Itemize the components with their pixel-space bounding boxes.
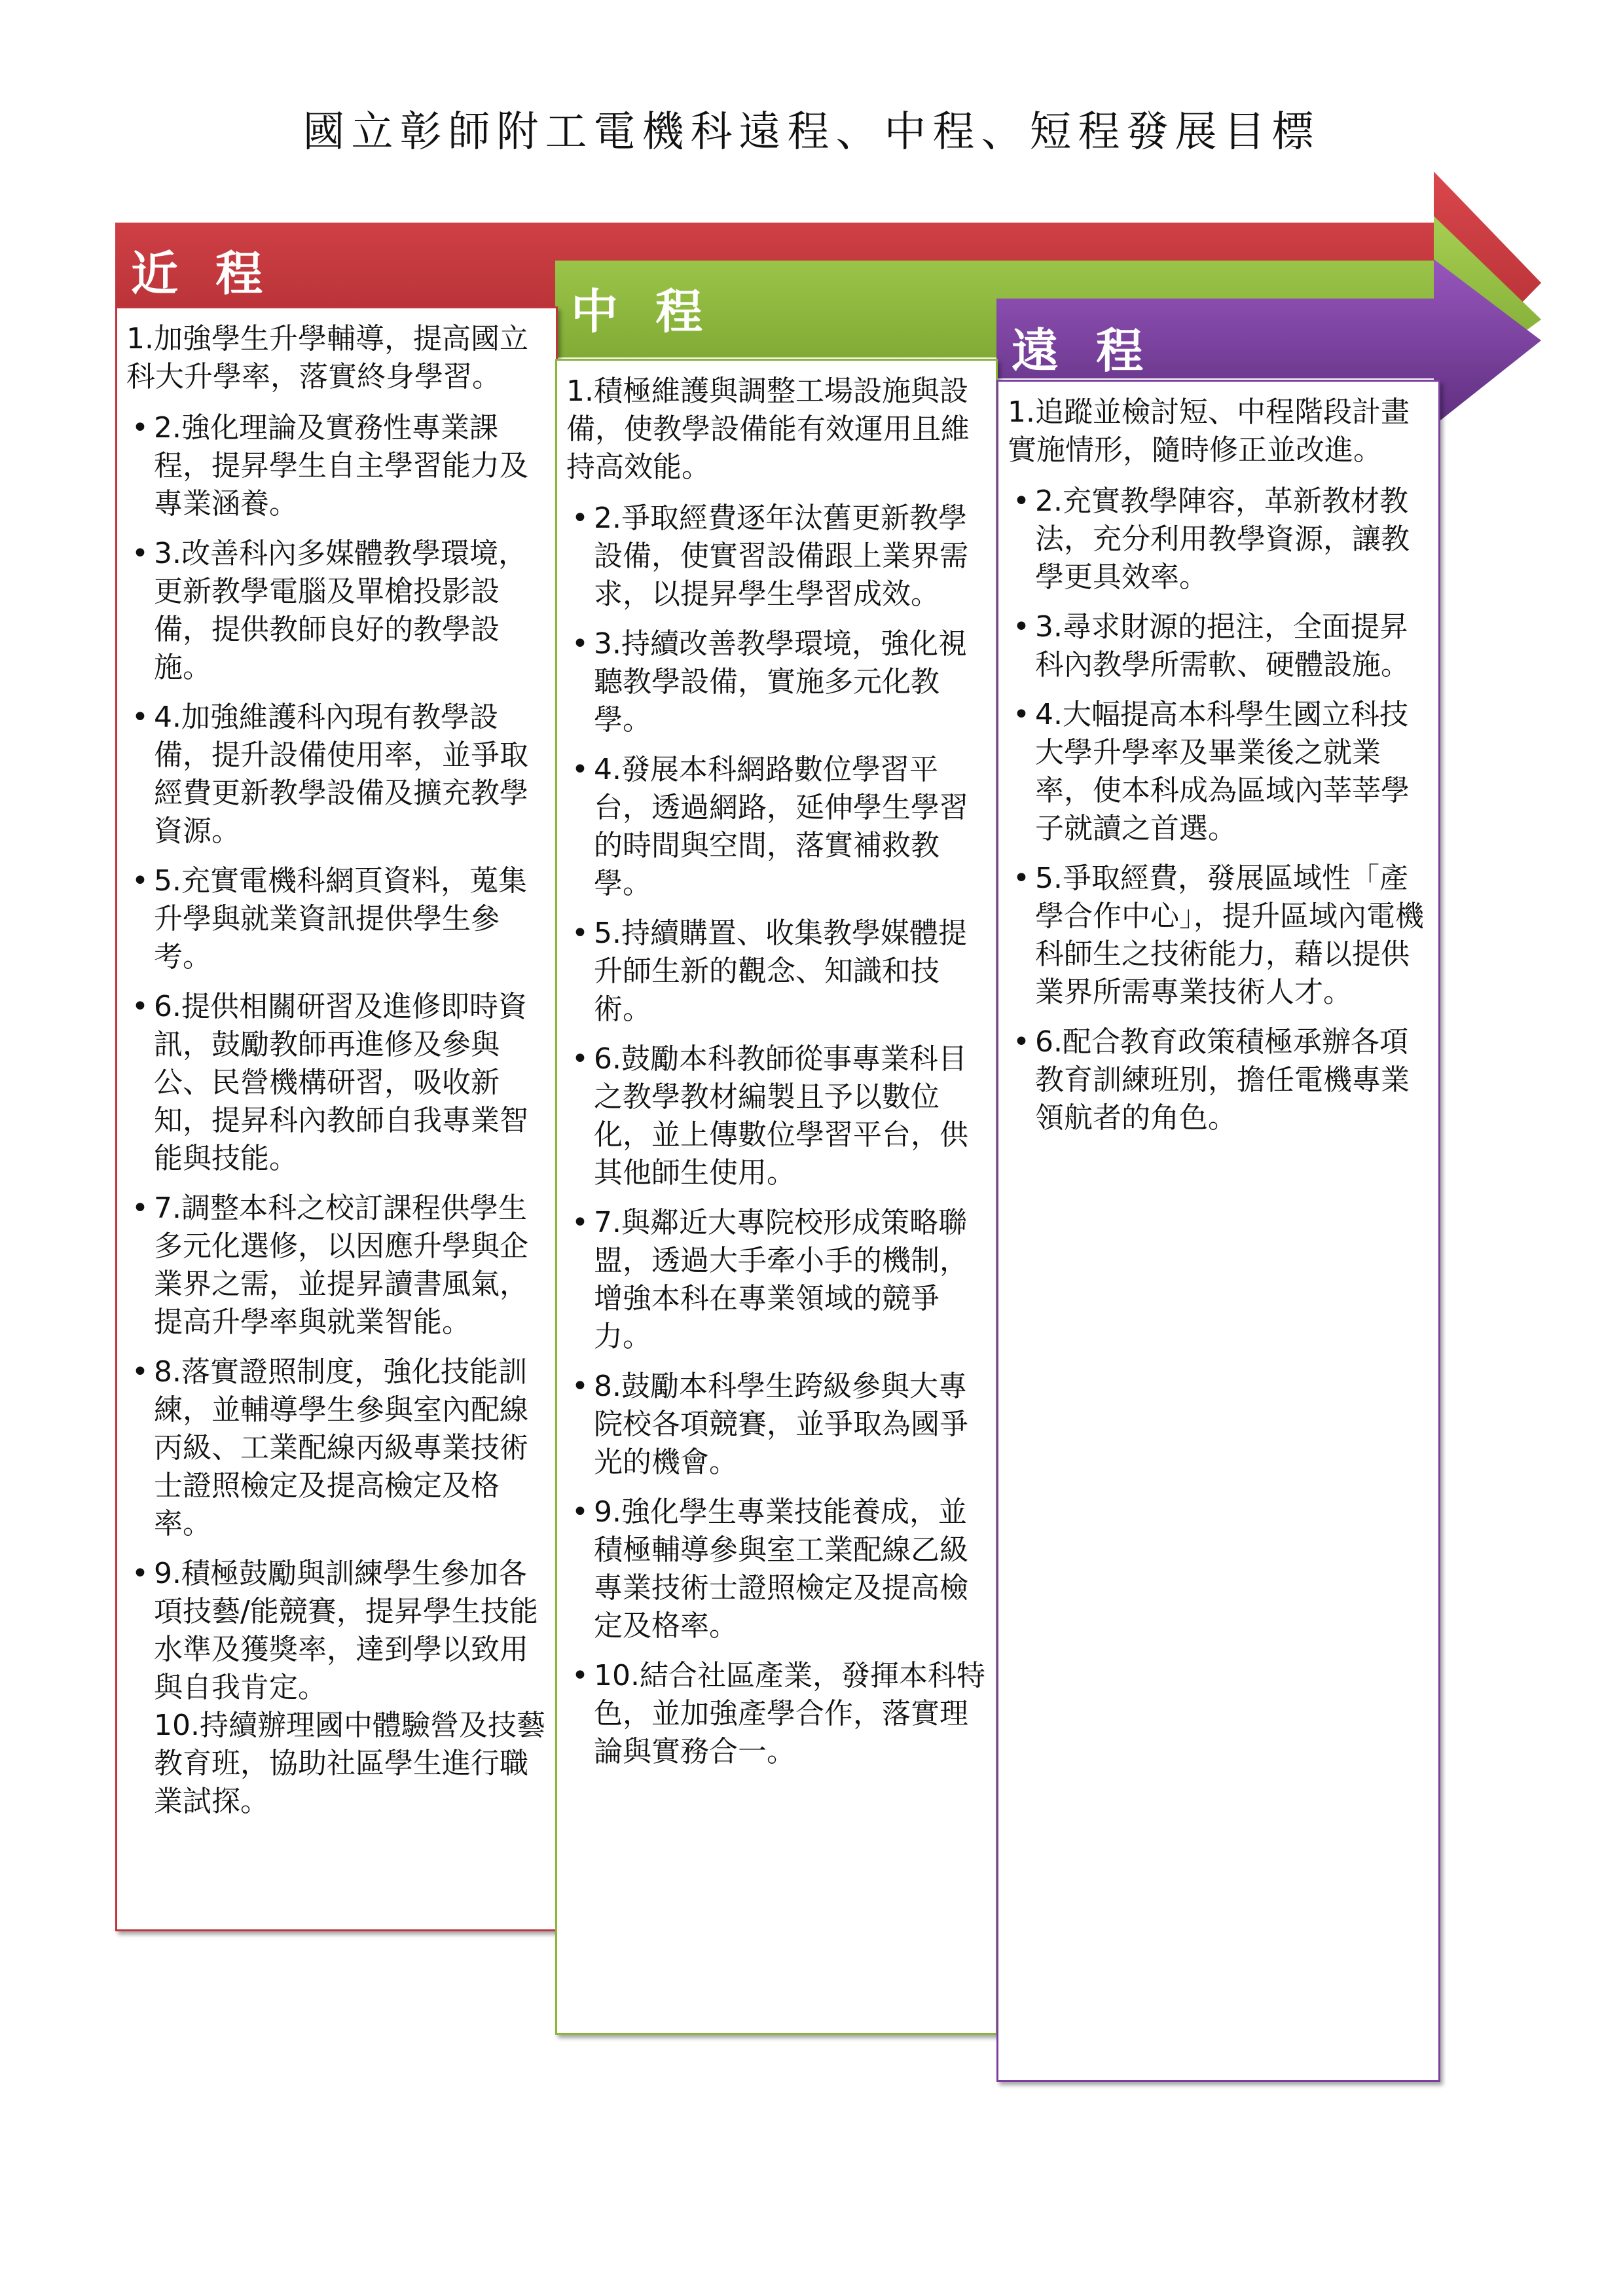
list-item: • 2.充實教學陣容，革新教材教法，充分利用教學資源，讓教學更具效率。 <box>1013 484 1410 594</box>
far-intro: 1.追蹤並檢討短、中程階段計畫實施情形，隨時修正並改進。 <box>1008 395 1410 467</box>
goal-text: 5.充實電機科網頁資料，蒐集升學與就業資訊提供學生參考。 <box>154 864 527 974</box>
goal-text: 4.加強維護科內現有教學設備，提升設備使用率，並爭取經費更新教學設備及擴充教學資源。 <box>154 701 528 848</box>
list-item: • 7.調整本科之校訂課程供學生多元化選修，以因應升學與企業界之需，並提昇讀書風氣，提高升學率與就業智能。 <box>132 1192 528 1339</box>
list-item: • 2.強化理論及實務性專業課程，提昇學生自主學習能力及專業涵養。 <box>132 411 528 520</box>
list-item: • 9.積極鼓勵與訓練學生參加各項技藝/能競賽，提昇學生技能水準及獲獎率，達到學以致用與自我肯定。 10.持續辦理國中體驗營及技藝教育班，協助社區學生進行職業試探。 <box>126 1555 548 1821</box>
goal-text: 10.結合社區產業，發揮本科特色，並加強產學合作，落實理論與實務合一。 <box>594 1659 985 1768</box>
page-title: 國立彰師附工電機科遠程、中程、短程發展目標 <box>302 108 1321 156</box>
near-intro: 1.加強學生升學輔導，提高國立科大升學率，落實終身學習。 <box>126 322 528 393</box>
list-item: • 6.提供相關研習及進修即時資訊，鼓勵教師再進修及參與公、民營機構研習，吸收新知，提昇科內教師自我專業智能與技能。 <box>132 990 528 1175</box>
list-item: • 2.爭取經費逐年汰舊更新教學設備，使實習設備跟上業界需求，以提昇學生學習成效。 <box>572 501 968 611</box>
mid-goal-list <box>566 500 988 1771</box>
goal-text: 5.爭取經費，發展區域性「產學合作中心」，提升區域內電機科師生之技術能力，藉以提供業界所需專業技術人才。 <box>1035 862 1424 1009</box>
goal-text: 2.充實教學陣容，革新教材教法，充分利用教學資源，讓教學更具效率。 <box>1035 484 1410 594</box>
near-term-box <box>115 306 558 1931</box>
list-item: • 6.配合教育政策積極承辦各項教育訓練班別，擔任電機專業領航者的角色。 <box>1013 1025 1410 1135</box>
list-item: • 5.充實電機科網頁資料，蒐集升學與就業資訊提供學生參考。 <box>132 864 527 974</box>
list-item: • 4.加強維護科內現有教學設備，提升設備使用率，並爭取經費更新教學設備及擴充教學資源。 <box>132 701 528 848</box>
mid-term-box <box>555 359 998 2035</box>
goal-text: 3.尋求財源的挹注，全面提昇科內教學所需軟、硬體設施。 <box>1035 610 1410 682</box>
list-item: • 4.大幅提高本科學生國立科技大學升學率及畢業後之就業率，使本科成為區域內莘莘學子就讀之首選。 <box>1013 698 1410 845</box>
list-item: • 10.結合社區產業，發揮本科特色，並加強產學合作，落實理論與實務合一。 <box>572 1659 985 1768</box>
far-term-box <box>996 380 1440 2082</box>
list-item: • 6.鼓勵本科教師從事專業科目之教學教材編製且予以數位化，並上傳數位學習平台，供其他師生使用。 <box>572 1042 968 1190</box>
list-item: • 8.落實證照制度，強化技能訓練，並輔導學生參與室內配線丙級、工業配線丙級專業技術士證照檢定及提高檢定及格率。 <box>132 1355 528 1540</box>
list-item: • 4.發展本科網路數位學習平台，透過網路，延伸學生學習的時間與空間，落實補救教學。 <box>572 753 968 900</box>
list-item: • 9.強化學生專業技能養成，並積極輔導參與室工業配線乙級專業技術士證照檢定及提高檢定及格率。 <box>572 1495 968 1643</box>
goal-text: 3.改善科內多媒體教學環境，更新教學電腦及單槍投影設備，提供教師良好的教學設施。 <box>154 537 527 684</box>
list-item: • 3.尋求財源的挹注，全面提昇科內教學所需軟、硬體設施。 <box>1013 610 1410 682</box>
goal-text: 2.爭取經費逐年汰舊更新教學設備，使實習設備跟上業界需求，以提昇學生學習成效。 <box>594 501 968 611</box>
goal-text: 7.與鄰近大專院校形成策略聯盟，透過大手牽小手的機制，增強本科在專業領域的競爭力。 <box>594 1206 968 1353</box>
near-term-label: 近 程 <box>131 246 274 301</box>
goal-text: 9.強化學生專業技能養成，並積極輔導參與室工業配線乙級專業技術士證照檢定及提高檢定及格率。 <box>594 1495 968 1643</box>
list-item: • 5.爭取經費，發展區域性「產學合作中心」，提升區域內電機科師生之技術能力，藉以提供業界所需專業技術人才。 <box>1013 862 1424 1009</box>
goal-text: 6.配合教育政策積極承辦各項教育訓練班別，擔任電機專業領航者的角色。 <box>1035 1025 1410 1135</box>
goal-text-continued: 10.持續辦理國中體驗營及技藝教育班，協助社區學生進行職業試探。 <box>154 1709 545 1818</box>
goal-text: 4.大幅提高本科學生國立科技大學升學率及畢業後之就業率，使本科成為區域內莘莘學子就讀之首選。 <box>1035 698 1410 845</box>
list-item: • 3.改善科內多媒體教學環境，更新教學電腦及單槍投影設備，提供教師良好的教學設施。 <box>132 537 527 684</box>
list-item: • 5.持續購置、收集教學媒體提升師生新的觀念、知識和技術。 <box>572 917 967 1026</box>
goal-text: 8.落實證照制度，強化技能訓練，並輔導學生參與室內配線丙級、工業配線丙級專業技術士證照檢定及提高檢定及格率。 <box>154 1355 528 1540</box>
mid-intro: 1.積極維護與調整工場設施與設備，使教學設備能有效運用且維持高效能。 <box>566 374 970 484</box>
list-item: • 7.與鄰近大專院校形成策略聯盟，透過大手牽小手的機制，增強本科在專業領域的競爭力。 <box>572 1206 968 1353</box>
goal-text: 5.持續購置、收集教學媒體提升師生新的觀念、知識和技術。 <box>594 917 967 1026</box>
goal-text: 3.持續改善教學環境，強化視聽教學設備，實施多元化教學。 <box>594 627 967 737</box>
goal-text: 6.提供相關研習及進修即時資訊，鼓勵教師再進修及參與公、民營機構研習，吸收新知，提昇科內教師自我專業智能與技能。 <box>154 990 528 1175</box>
list-item: • 3.持續改善教學環境，強化視聽教學設備，實施多元化教學。 <box>572 627 967 737</box>
goal-text: 9.積極鼓勵與訓練學生參加各項技藝/能競賽，提昇學生技能水準及獲獎率，達到學以致用與自我肯定。 <box>154 1557 538 1704</box>
far-term-label: 遠 程 <box>1012 323 1154 378</box>
goal-text: 8.鼓勵本科學生跨級參與大專院校各項競賽，並爭取為國爭光的機會。 <box>594 1370 968 1479</box>
goal-text: 4.發展本科網路數位學習平台，透過網路，延伸學生學習的時間與空間，落實補救教學。 <box>594 753 968 900</box>
goal-text: 6.鼓勵本科教師從事專業科目之教學教材編製且予以數位化，並上傳數位學習平台，供其他師生使用。 <box>594 1042 968 1190</box>
near-goal-list <box>126 409 548 1821</box>
goal-text: 7.調整本科之校訂課程供學生多元化選修，以因應升學與企業界之需，並提昇讀書風氣，提高升學率與就業智能。 <box>154 1192 528 1339</box>
mid-term-label: 中 程 <box>571 284 714 339</box>
far-goal-list <box>1008 483 1431 1137</box>
list-item: • 8.鼓勵本科學生跨級參與大專院校各項競賽，並爭取為國爭光的機會。 <box>572 1370 968 1479</box>
goal-text: 2.強化理論及實務性專業課程，提昇學生自主學習能力及專業涵養。 <box>154 411 528 520</box>
